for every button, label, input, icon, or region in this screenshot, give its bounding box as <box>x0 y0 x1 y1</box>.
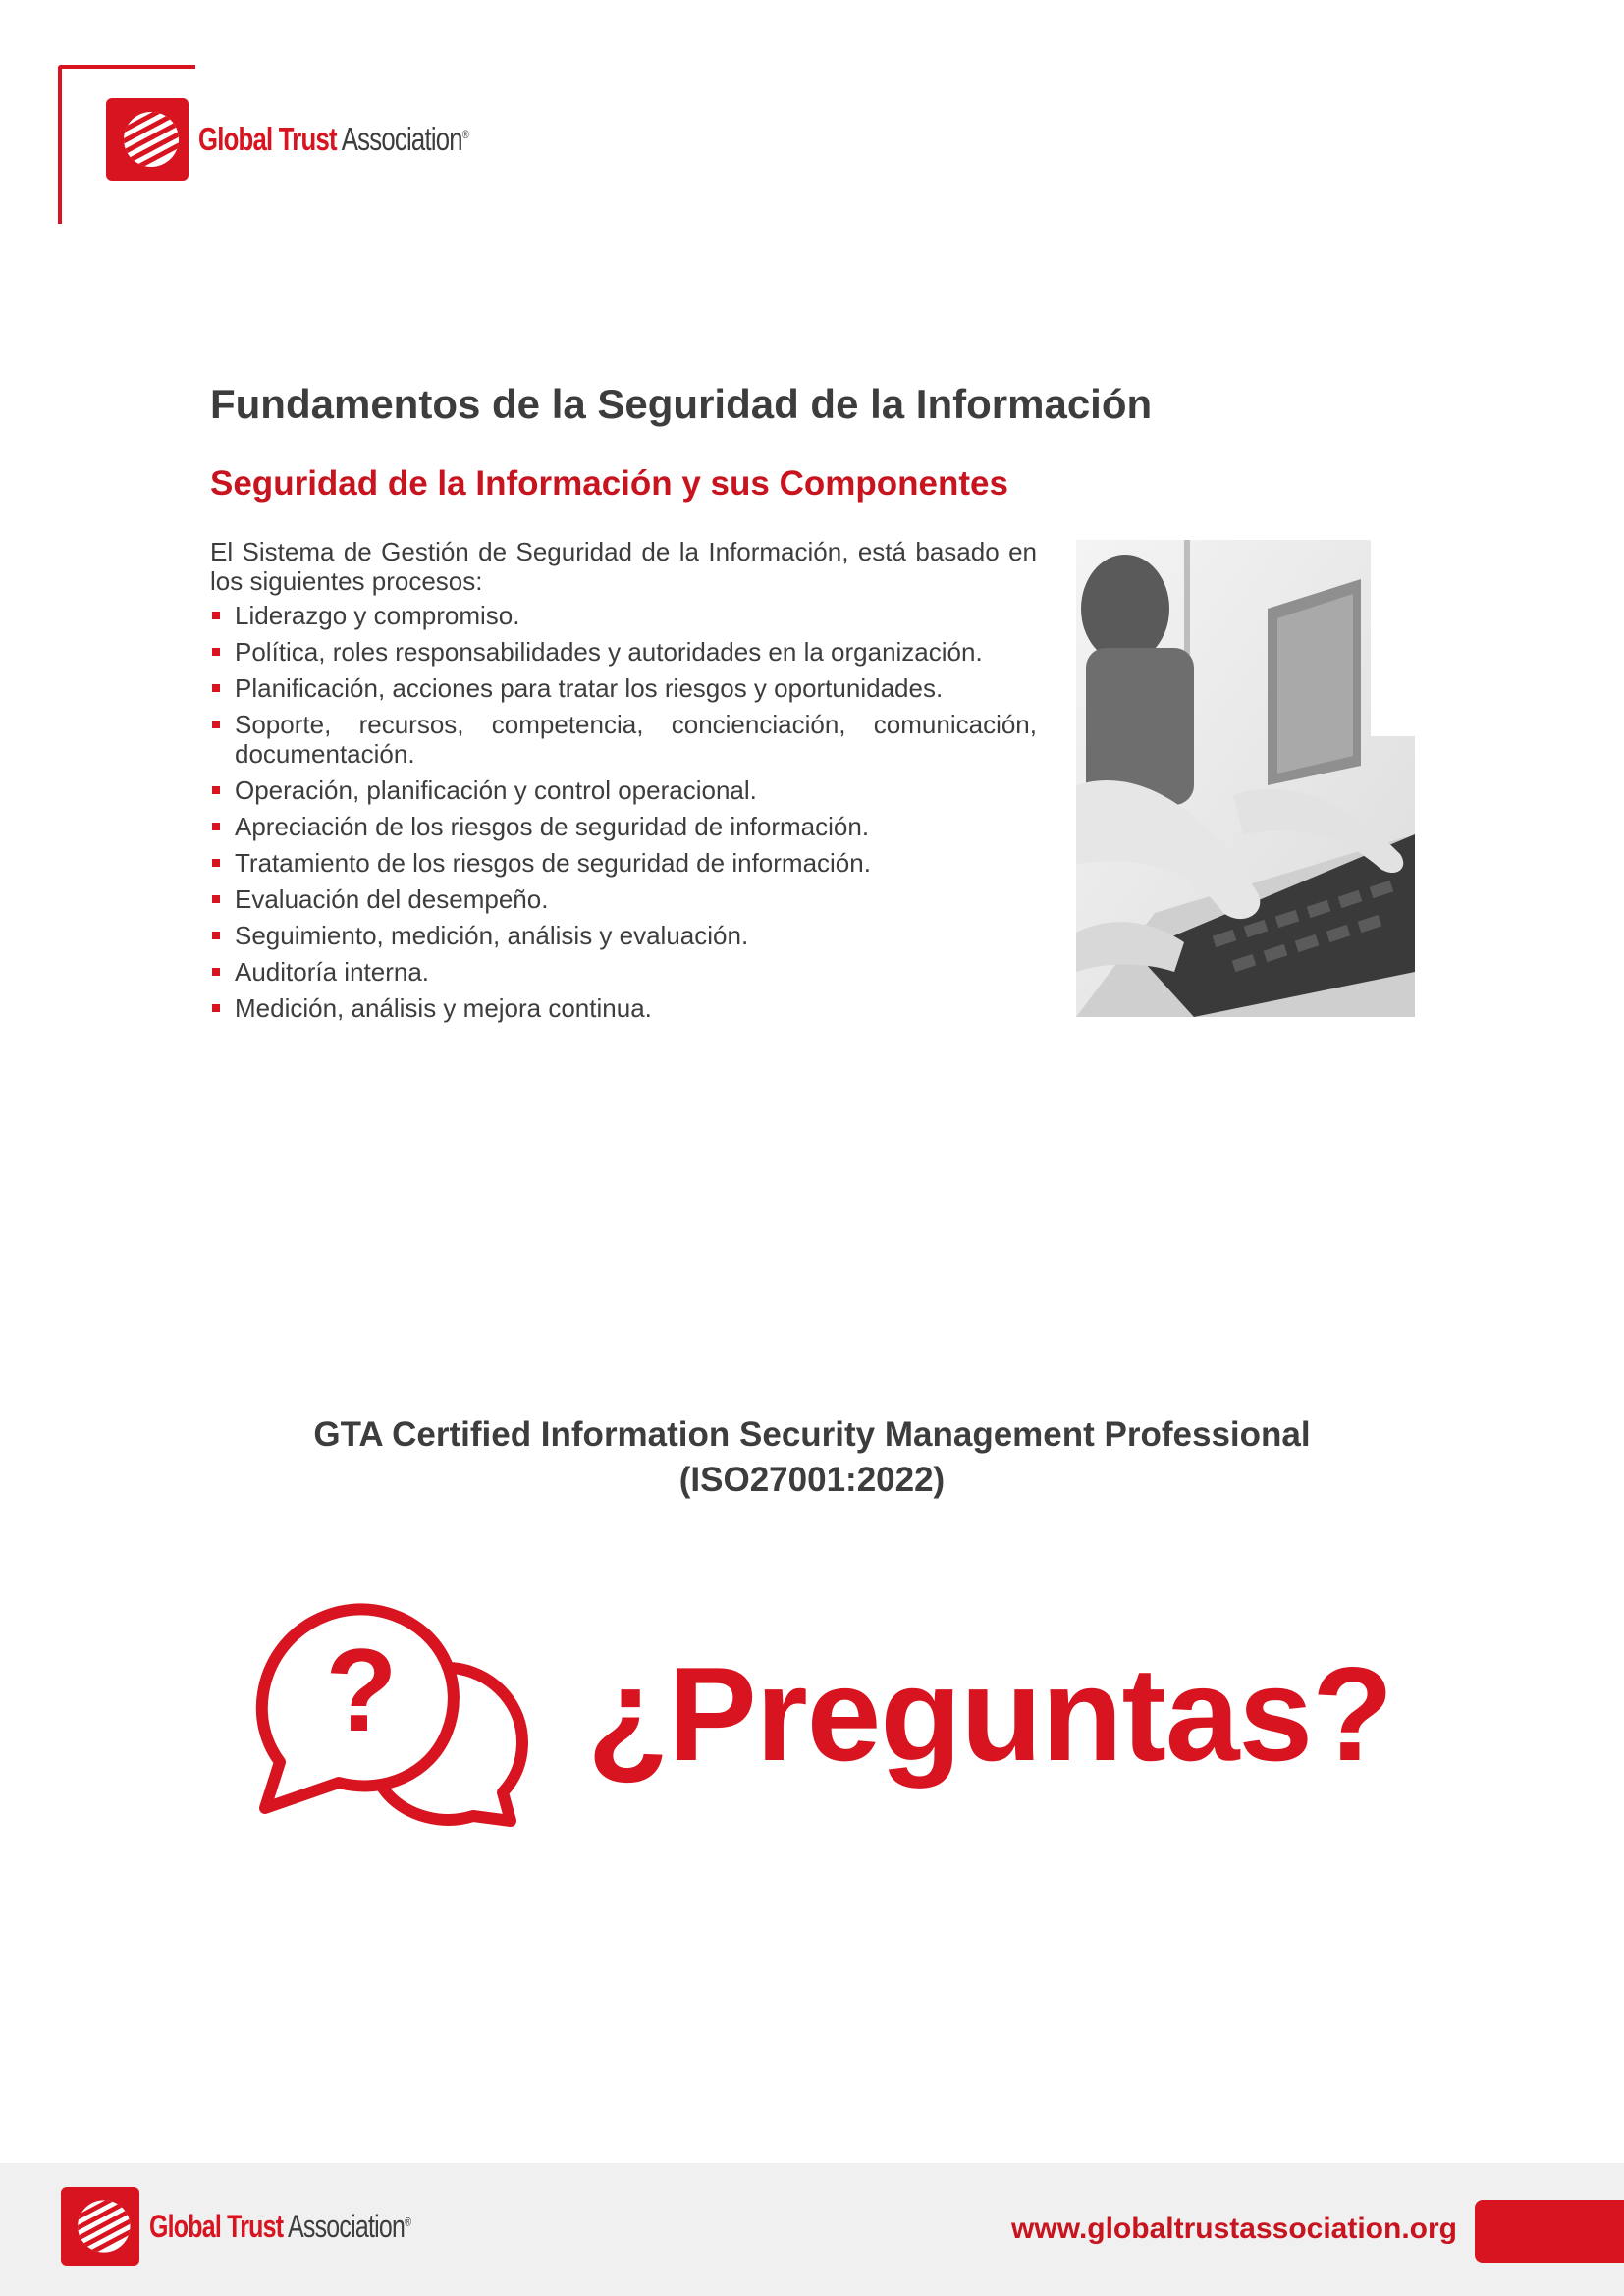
list-item: Soporte, recursos, competencia, concienciación, comunicación, documentación. <box>210 710 1037 769</box>
striped-globe-icon <box>61 2187 139 2266</box>
list-item: Liderazgo y compromiso. <box>210 601 1037 630</box>
svg-text:?: ? <box>325 1625 398 1756</box>
corner-accent-vertical <box>58 65 62 224</box>
registered-mark: ® <box>405 2214 411 2228</box>
list-item: Seguimiento, medición, análisis y evaluación. <box>210 921 1037 950</box>
brand-name-part1: Global Trust <box>198 121 337 157</box>
corner-accent-horizontal <box>58 65 195 69</box>
brand-name-part2: Association <box>288 2208 406 2244</box>
list-item: Apreciación de los riesgos de seguridad de información. <box>210 812 1037 841</box>
header-logo-text <box>198 121 468 158</box>
page-subtitle: Seguridad de la Información y sus Componentes <box>210 464 1008 503</box>
list-item: Medición, análisis y mejora continua. <box>210 993 1037 1023</box>
footer-website-link[interactable]: www.globaltrustassociation.org <box>1011 2213 1457 2245</box>
course-title-line1: GTA Certified Information Security Management Professional <box>313 1415 1311 1454</box>
footer-accent-tab <box>1475 2200 1624 2263</box>
laptop-typing-photo <box>1076 540 1415 1017</box>
list-item: Política, roles responsabilidades y autoridades en la organización. <box>210 637 1037 667</box>
header-logo <box>106 98 545 181</box>
list-item: Tratamiento de los riesgos de seguridad de información. <box>210 848 1037 878</box>
list-item: Auditoría interna. <box>210 957 1037 987</box>
body-content <box>210 537 1037 1030</box>
brand-name-part1: Global Trust <box>149 2208 284 2244</box>
list-item: Evaluación del desempeño. <box>210 884 1037 914</box>
registered-mark: ® <box>461 128 468 141</box>
course-title-line2: (ISO27001:2022) <box>678 1461 946 1499</box>
footer-logo-text <box>149 2209 410 2245</box>
list-item: Planificación, acciones para tratar los riesgos y oportunidades. <box>210 673 1037 703</box>
page-title: Fundamentos de la Seguridad de la Información <box>210 381 1153 427</box>
footer-logo <box>61 2187 484 2266</box>
brand-name-part2: Association <box>341 121 462 157</box>
intro-paragraph: El Sistema de Gestión de Seguridad de la Información, está basado en los siguientes procesos: <box>210 537 1037 596</box>
process-list <box>210 601 1037 1023</box>
striped-globe-icon <box>106 98 189 181</box>
question-speech-bubbles-icon <box>245 1551 569 1875</box>
questions-heading: ¿Preguntas? <box>587 1639 1393 1789</box>
list-item: Operación, planificación y control operacional. <box>210 775 1037 805</box>
